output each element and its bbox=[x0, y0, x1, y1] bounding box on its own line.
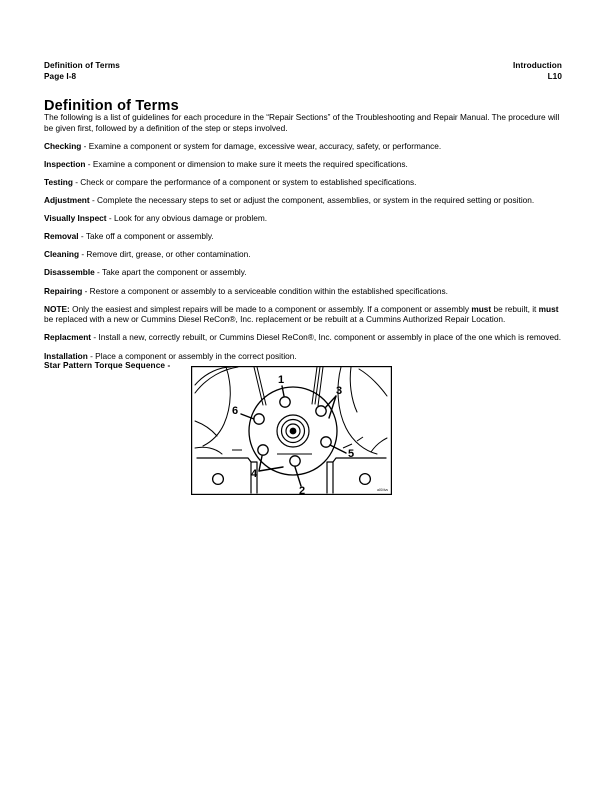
note-part3: be replaced with a new or Cummins Diesel ReCon®, Inc. replacement or be rebuilt at a Cummins Authorized Repair Location. bbox=[44, 314, 506, 325]
term-label: Disassemble bbox=[44, 267, 95, 278]
term-text: - Restore a component or assembly to a serviceable condition within the established specifications. bbox=[82, 285, 448, 296]
term-text: - Place a component or assembly in the correct position. bbox=[87, 350, 297, 361]
paragraph-inspection bbox=[44, 159, 563, 170]
paragraph-note bbox=[44, 304, 563, 325]
term-text: - Examine a component or system for damage, excessive wear, accuracy, safety, or performance. bbox=[81, 140, 442, 151]
callout-number-4: 4 bbox=[251, 468, 258, 480]
term-text: - Check or compare the performance of a component or system to established specifications. bbox=[72, 176, 417, 187]
page-title: Definition of Terms bbox=[44, 97, 179, 114]
paragraph-cleaning bbox=[44, 249, 563, 260]
term-label: Installation bbox=[44, 350, 88, 361]
note-emphasis-2: must bbox=[538, 303, 559, 314]
term-label: Replacment bbox=[44, 332, 92, 343]
figure-caption: Star Pattern Torque Sequence - bbox=[44, 360, 171, 370]
term-text: - Take apart the component or assembly. bbox=[94, 267, 247, 278]
figure-id-label: a004vs bbox=[377, 487, 388, 493]
term-text: - Look for any obvious damage or problem. bbox=[106, 213, 268, 224]
paragraph-adjustment bbox=[44, 195, 563, 206]
center-hub-core bbox=[290, 428, 297, 435]
note-label: NOTE: bbox=[44, 303, 70, 314]
term-label: Checking bbox=[44, 140, 82, 151]
term-text: - Install a new, correctly rebuilt, or Cummins Diesel ReCon®, Inc. component or assembly in place of the one which is removed. bbox=[91, 332, 562, 343]
running-header-left bbox=[44, 61, 120, 82]
term-text: - Complete the necessary steps to set or adjust the component, assemblies, or system in the required setting or position. bbox=[89, 195, 535, 206]
callout-number-2: 2 bbox=[299, 485, 306, 495]
term-label: Cleaning bbox=[44, 249, 80, 260]
paragraph-intro bbox=[44, 112, 563, 133]
term-label: Inspection bbox=[44, 158, 86, 169]
term-text: - Examine a component or dimension to make sure it meets the required specifications. bbox=[85, 158, 408, 169]
paragraph-disassemble bbox=[44, 267, 563, 278]
bolt-hole-1 bbox=[280, 397, 290, 407]
running-header-left-line2: Page I-8 bbox=[44, 71, 77, 81]
paragraph-checking bbox=[44, 141, 563, 152]
callout-number-3: 3 bbox=[336, 385, 343, 397]
callout-number-6: 6 bbox=[232, 405, 239, 417]
running-header bbox=[44, 61, 562, 82]
bolt-hole-5 bbox=[321, 437, 331, 447]
deck-hole-right bbox=[360, 474, 371, 485]
body-content bbox=[44, 112, 563, 369]
paragraph-testing bbox=[44, 177, 563, 188]
paragraph-replacment bbox=[44, 332, 563, 343]
deck-hole-left bbox=[213, 474, 224, 485]
term-label: Repairing bbox=[44, 285, 83, 296]
callout-number-5: 5 bbox=[348, 448, 355, 460]
term-text: The following is a list of guidelines for each procedure in the “Repair Sections” of the Troubleshooting and Repair Manual. The procedure will be given first, followed by a definition of the step or steps involved. bbox=[44, 112, 560, 133]
running-header-right-line2: L10 bbox=[547, 71, 562, 81]
note-part1: Only the easiest and simplest repairs will be made to a component or assembly. If a component or assembly bbox=[69, 303, 472, 314]
term-label: Removal bbox=[44, 231, 79, 242]
bolt-hole-6 bbox=[254, 414, 264, 424]
star-pattern-torque-diagram bbox=[191, 366, 392, 495]
bolt-hole-2 bbox=[290, 456, 300, 466]
term-label: Adjustment bbox=[44, 195, 90, 206]
term-label: Visually Inspect bbox=[44, 213, 107, 224]
running-header-right-line1: Introduction bbox=[513, 61, 562, 70]
term-text: - Take off a component or assembly. bbox=[78, 231, 214, 242]
callout-number-1: 1 bbox=[278, 374, 285, 386]
term-label: Testing bbox=[44, 176, 73, 187]
running-header-right bbox=[513, 61, 562, 82]
paragraph-repairing bbox=[44, 286, 563, 297]
paragraph-removal bbox=[44, 231, 563, 242]
note-part2: be rebuilt, it bbox=[491, 303, 539, 314]
running-header-left-line1: Definition of Terms bbox=[44, 61, 120, 70]
paragraph-visually-inspect bbox=[44, 213, 563, 224]
term-text: - Remove dirt, grease, or other contamination. bbox=[79, 249, 251, 260]
star-pattern-illustration bbox=[191, 366, 392, 495]
bolt-hole-4 bbox=[258, 445, 268, 455]
note-emphasis-1: must bbox=[471, 303, 492, 314]
